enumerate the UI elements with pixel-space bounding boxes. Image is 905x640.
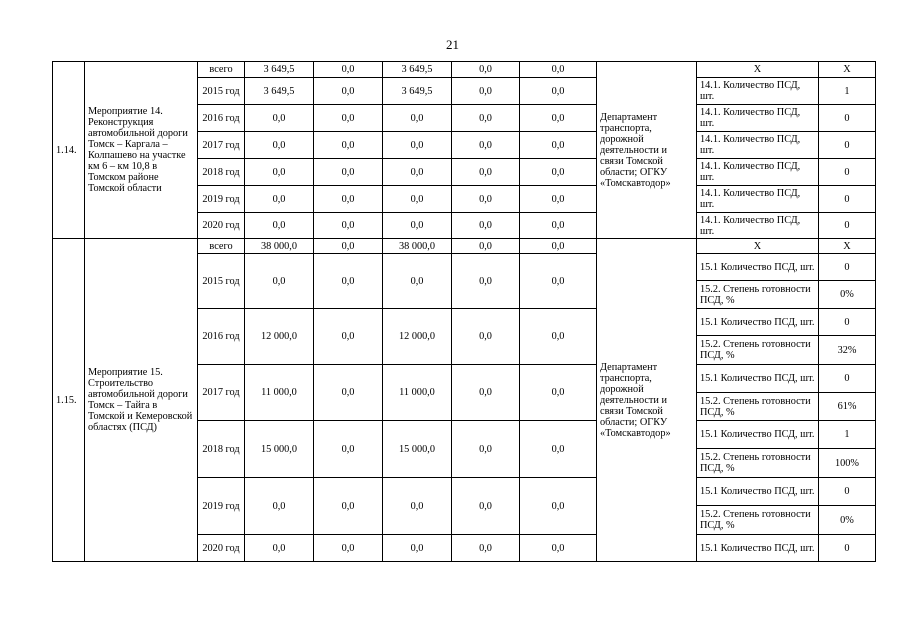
program-table — [52, 61, 876, 562]
value-local: 0,0 — [452, 478, 520, 535]
indicator-name: 15.1 Количество ПСД, шт. — [697, 309, 819, 336]
value-regional: 0,0 — [383, 213, 452, 239]
value-local: 0,0 — [452, 239, 520, 254]
value-federal: 0,0 — [314, 365, 383, 421]
table-row — [53, 239, 876, 254]
indicator-value: 0 — [819, 535, 876, 562]
indicator-name: 14.1. Количество ПСД, шт. — [697, 186, 819, 213]
indicator-name: 15.1 Количество ПСД, шт. — [697, 254, 819, 281]
value-federal: 0,0 — [314, 213, 383, 239]
measure-name: Мероприятие 15. Строительство автомобильной дороги Томск – Тайга в Томской и Кемеровской областях (ПСД) — [85, 239, 198, 562]
value-local: 0,0 — [452, 132, 520, 159]
value-local: 0,0 — [452, 254, 520, 309]
value-total: 12 000,0 — [245, 309, 314, 365]
value-other: 0,0 — [520, 159, 597, 186]
value-local: 0,0 — [452, 78, 520, 105]
value-local: 0,0 — [452, 62, 520, 78]
value-other: 0,0 — [520, 309, 597, 365]
value-local: 0,0 — [452, 105, 520, 132]
value-other: 0,0 — [520, 78, 597, 105]
value-regional: 0,0 — [383, 186, 452, 213]
table-row — [53, 62, 876, 78]
indicator-value: 100% — [819, 449, 876, 478]
value-local: 0,0 — [452, 186, 520, 213]
value-other: 0,0 — [520, 478, 597, 535]
year-cell: 2018 год — [198, 159, 245, 186]
value-federal: 0,0 — [314, 105, 383, 132]
row-number: 1.15. — [53, 239, 85, 562]
value-federal: 0,0 — [314, 254, 383, 309]
value-regional: 0,0 — [383, 132, 452, 159]
indicator-value: Х — [819, 62, 876, 78]
year-cell: всего — [198, 239, 245, 254]
row-number: 1.14. — [53, 62, 85, 239]
value-federal: 0,0 — [314, 62, 383, 78]
year-cell: 2020 год — [198, 535, 245, 562]
value-total: 0,0 — [245, 254, 314, 309]
value-other: 0,0 — [520, 213, 597, 239]
year-cell: 2015 год — [198, 254, 245, 309]
indicator-name: 15.2. Степень готовности ПСД, % — [697, 281, 819, 309]
value-federal: 0,0 — [314, 478, 383, 535]
indicator-name: 14.1. Количество ПСД, шт. — [697, 213, 819, 239]
value-total: 3 649,5 — [245, 62, 314, 78]
value-regional: 3 649,5 — [383, 78, 452, 105]
value-federal: 0,0 — [314, 186, 383, 213]
indicator-value: 0 — [819, 105, 876, 132]
indicator-value: 0 — [819, 159, 876, 186]
value-total: 3 649,5 — [245, 78, 314, 105]
year-cell: 2017 год — [198, 132, 245, 159]
indicator-value: 0 — [819, 186, 876, 213]
value-other: 0,0 — [520, 105, 597, 132]
responsible-department: Департамент транспорта, дорожной деятельности и связи Томской области; ОГКУ «Томскавтодор» — [597, 239, 697, 562]
year-cell: 2019 год — [198, 186, 245, 213]
indicator-name: 14.1. Количество ПСД, шт. — [697, 159, 819, 186]
value-total: 11 000,0 — [245, 365, 314, 421]
indicator-name: Х — [697, 62, 819, 78]
indicator-name: Х — [697, 239, 819, 254]
indicator-name: 15.1 Количество ПСД, шт. — [697, 421, 819, 449]
value-total: 0,0 — [245, 213, 314, 239]
indicator-value: 0 — [819, 132, 876, 159]
value-total: 0,0 — [245, 186, 314, 213]
value-local: 0,0 — [452, 365, 520, 421]
value-total: 0,0 — [245, 535, 314, 562]
indicator-name: 14.1. Количество ПСД, шт. — [697, 78, 819, 105]
indicator-value: 0 — [819, 213, 876, 239]
value-federal: 0,0 — [314, 239, 383, 254]
indicator-name: 15.1 Количество ПСД, шт. — [697, 535, 819, 562]
value-regional: 0,0 — [383, 159, 452, 186]
responsible-department: Департамент транспорта, дорожной деятельности и связи Томской области; ОГКУ «Томскавтодор» — [597, 62, 697, 239]
value-regional: 38 000,0 — [383, 239, 452, 254]
indicator-name: 14.1. Количество ПСД, шт. — [697, 105, 819, 132]
value-total: 0,0 — [245, 105, 314, 132]
value-other: 0,0 — [520, 239, 597, 254]
value-federal: 0,0 — [314, 309, 383, 365]
value-federal: 0,0 — [314, 421, 383, 478]
value-local: 0,0 — [452, 535, 520, 562]
page-number: 21 — [446, 37, 459, 52]
indicator-name: 14.1. Количество ПСД, шт. — [697, 132, 819, 159]
value-regional: 12 000,0 — [383, 309, 452, 365]
value-regional: 0,0 — [383, 478, 452, 535]
year-cell: 2020 год — [198, 213, 245, 239]
indicator-name: 15.1 Количество ПСД, шт. — [697, 478, 819, 506]
indicator-name: 15.2. Степень готовности ПСД, % — [697, 336, 819, 365]
value-regional: 11 000,0 — [383, 365, 452, 421]
measure-name: Мероприятие 14. Реконструкция автомобильной дороги Томск – Каргала – Колпашево на участке км 6 – км 10,8 в Томском районе Томской области — [85, 62, 198, 239]
indicator-value: 0 — [819, 365, 876, 393]
value-other: 0,0 — [520, 535, 597, 562]
value-federal: 0,0 — [314, 535, 383, 562]
indicator-value: Х — [819, 239, 876, 254]
value-federal: 0,0 — [314, 132, 383, 159]
value-other: 0,0 — [520, 186, 597, 213]
value-local: 0,0 — [452, 421, 520, 478]
value-total: 0,0 — [245, 478, 314, 535]
value-other: 0,0 — [520, 254, 597, 309]
indicator-value: 1 — [819, 421, 876, 449]
year-cell: 2017 год — [198, 365, 245, 421]
indicator-value: 0 — [819, 254, 876, 281]
indicator-name: 15.2. Степень готовности ПСД, % — [697, 506, 819, 535]
value-other: 0,0 — [520, 365, 597, 421]
year-cell: всего — [198, 62, 245, 78]
indicator-value: 0 — [819, 309, 876, 336]
year-cell: 2016 год — [198, 105, 245, 132]
indicator-name: 15.1 Количество ПСД, шт. — [697, 365, 819, 393]
value-regional: 0,0 — [383, 105, 452, 132]
value-other: 0,0 — [520, 421, 597, 478]
year-cell: 2019 год — [198, 478, 245, 535]
indicator-name: 15.2. Степень готовности ПСД, % — [697, 449, 819, 478]
year-cell: 2015 год — [198, 78, 245, 105]
value-regional: 0,0 — [383, 254, 452, 309]
value-regional: 15 000,0 — [383, 421, 452, 478]
value-total: 0,0 — [245, 132, 314, 159]
indicator-value: 61% — [819, 393, 876, 421]
value-local: 0,0 — [452, 213, 520, 239]
year-cell: 2018 год — [198, 421, 245, 478]
value-regional: 0,0 — [383, 535, 452, 562]
value-total: 15 000,0 — [245, 421, 314, 478]
value-total: 38 000,0 — [245, 239, 314, 254]
value-local: 0,0 — [452, 309, 520, 365]
indicator-value: 0% — [819, 281, 876, 309]
value-federal: 0,0 — [314, 159, 383, 186]
value-other: 0,0 — [520, 62, 597, 78]
indicator-value: 1 — [819, 78, 876, 105]
indicator-value: 0 — [819, 478, 876, 506]
value-regional: 3 649,5 — [383, 62, 452, 78]
indicator-value: 0% — [819, 506, 876, 535]
year-cell: 2016 год — [198, 309, 245, 365]
value-federal: 0,0 — [314, 78, 383, 105]
value-other: 0,0 — [520, 132, 597, 159]
value-total: 0,0 — [245, 159, 314, 186]
value-local: 0,0 — [452, 159, 520, 186]
indicator-name: 15.2. Степень готовности ПСД, % — [697, 393, 819, 421]
indicator-value: 32% — [819, 336, 876, 365]
